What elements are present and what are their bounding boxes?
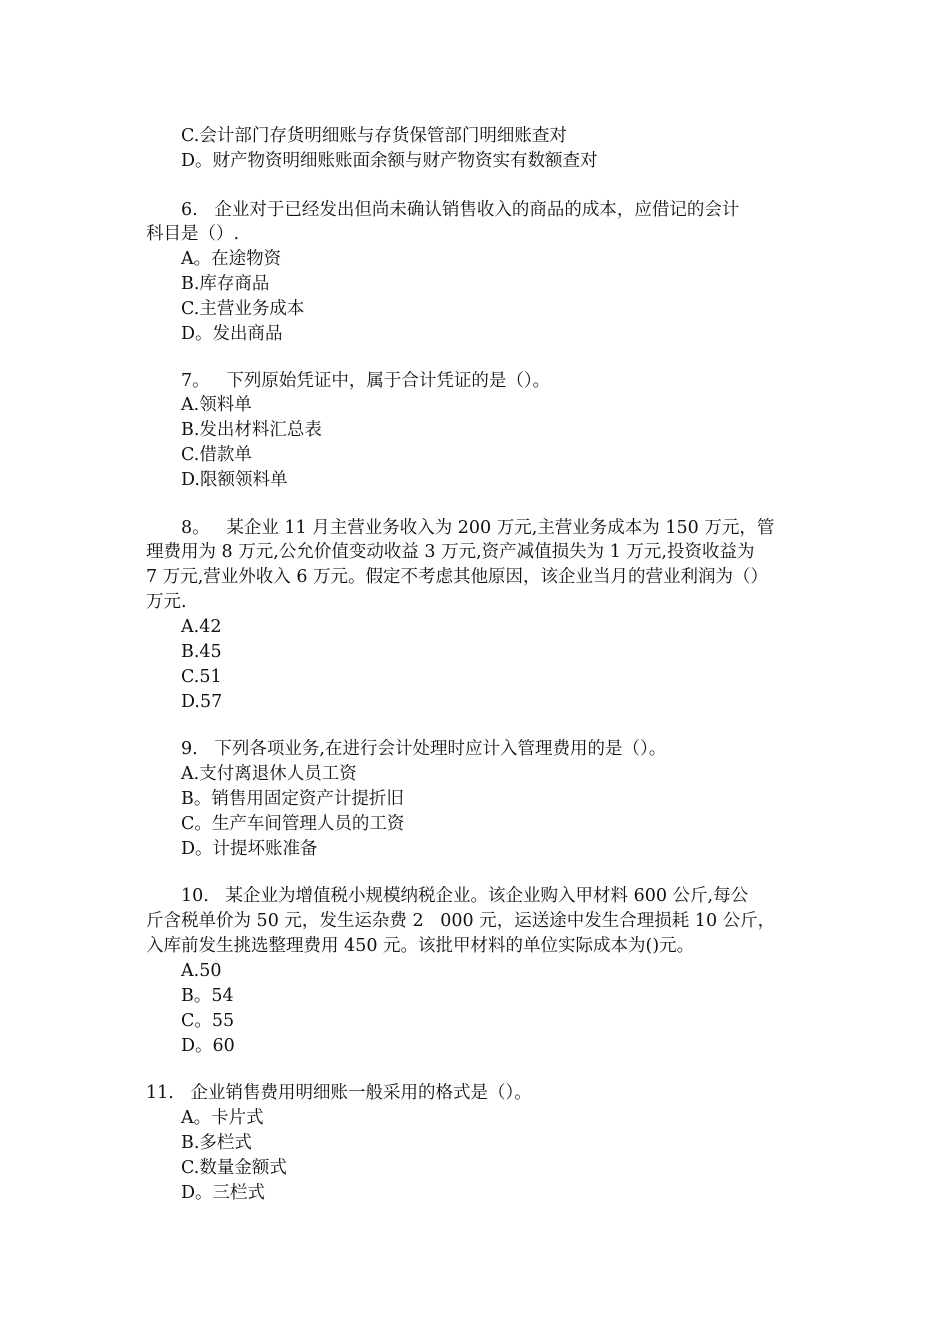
question-8-option-c: C.51 [181, 667, 222, 687]
question-11-option-c: C.数量金额式 [181, 1158, 287, 1178]
question-9-text: 9. 下列各项业务,在进行会计处理时应计入管理费用的是（）。 [181, 739, 667, 759]
question-7-option-c: C.借款单 [181, 445, 252, 465]
question-6-option-b: B.库存商品 [181, 274, 270, 294]
question-10-option-c: C。55 [181, 1011, 235, 1031]
question-10-text-cont: 斤含税单价为 50 元，发生运杂费 2 000 元，运送途中发生合理损耗 10 公斤， [146, 911, 776, 931]
question-11-option-b: B.多栏式 [181, 1133, 252, 1153]
question-8-text-cont: 万元. [146, 592, 187, 612]
question-6-option-a: A。在途物资 [181, 249, 282, 269]
question-6-option-d: D。发出商品 [181, 324, 283, 344]
question-10-option-d: D。60 [181, 1036, 235, 1056]
question-8-text: 8。 某企业 11 月主营业务收入为 200 万元,主营业务成本为 150 万元，管 [181, 518, 775, 538]
question-9-option-d: D。计提坏账准备 [181, 839, 318, 859]
question-11-option-d: D。三栏式 [181, 1183, 266, 1203]
question-10-option-b: B。54 [181, 986, 234, 1006]
question-11-text: 11. 企业销售费用明细账一般采用的格式是（）。 [146, 1083, 532, 1103]
question-8-option-a: A.42 [181, 617, 222, 637]
question-10-option-a: A.50 [181, 961, 222, 981]
question-10-text-cont: 入库前发生挑选整理费用 450 元。该批甲材料的单位实际成本为()元。 [146, 936, 695, 956]
question-7-option-b: B.发出材料汇总表 [181, 420, 322, 440]
question-8-text-cont: 7 万元,营业外收入 6 万元。假定不考虑其他原因，该企业当月的营业利润为（） [146, 567, 769, 587]
question-9-option-a: A.支付离退休人员工资 [181, 764, 357, 784]
question-10-text: 10. 某企业为增值税小规模纳税企业。该企业购入甲材料 600 公斤,每公 [181, 886, 749, 906]
question-8-option-d: D.57 [181, 692, 223, 712]
option-d: D。财产物资明细账账面余额与财产物资实有数额查对 [181, 151, 598, 171]
question-7-option-a: A.领料单 [181, 395, 252, 415]
question-8-text-cont: 理费用为 8 万元,公允价值变动收益 3 万元,资产减值损失为 1 万元,投资收益为 [146, 542, 755, 562]
question-6-option-c: C.主营业务成本 [181, 299, 305, 319]
question-6-text: 6. 企业对于已经发出但尚未确认销售收入的商品的成本，应借记的会计 [181, 200, 740, 220]
question-7-option-d: D.限额领料单 [181, 470, 288, 490]
question-7-text: 7。 下列原始凭证中，属于合计凭证的是（）。 [181, 371, 551, 391]
question-6-text-cont: 科目是（）. [146, 224, 240, 244]
question-11-option-a: A。卡片式 [181, 1108, 264, 1128]
question-9-option-b: B。销售用固定资产计提折旧 [181, 789, 404, 809]
option-c: C.会计部门存货明细账与存货保管部门明细账查对 [181, 126, 567, 146]
question-8-option-b: B.45 [181, 642, 222, 662]
question-9-option-c: C。生产车间管理人员的工资 [181, 814, 405, 834]
